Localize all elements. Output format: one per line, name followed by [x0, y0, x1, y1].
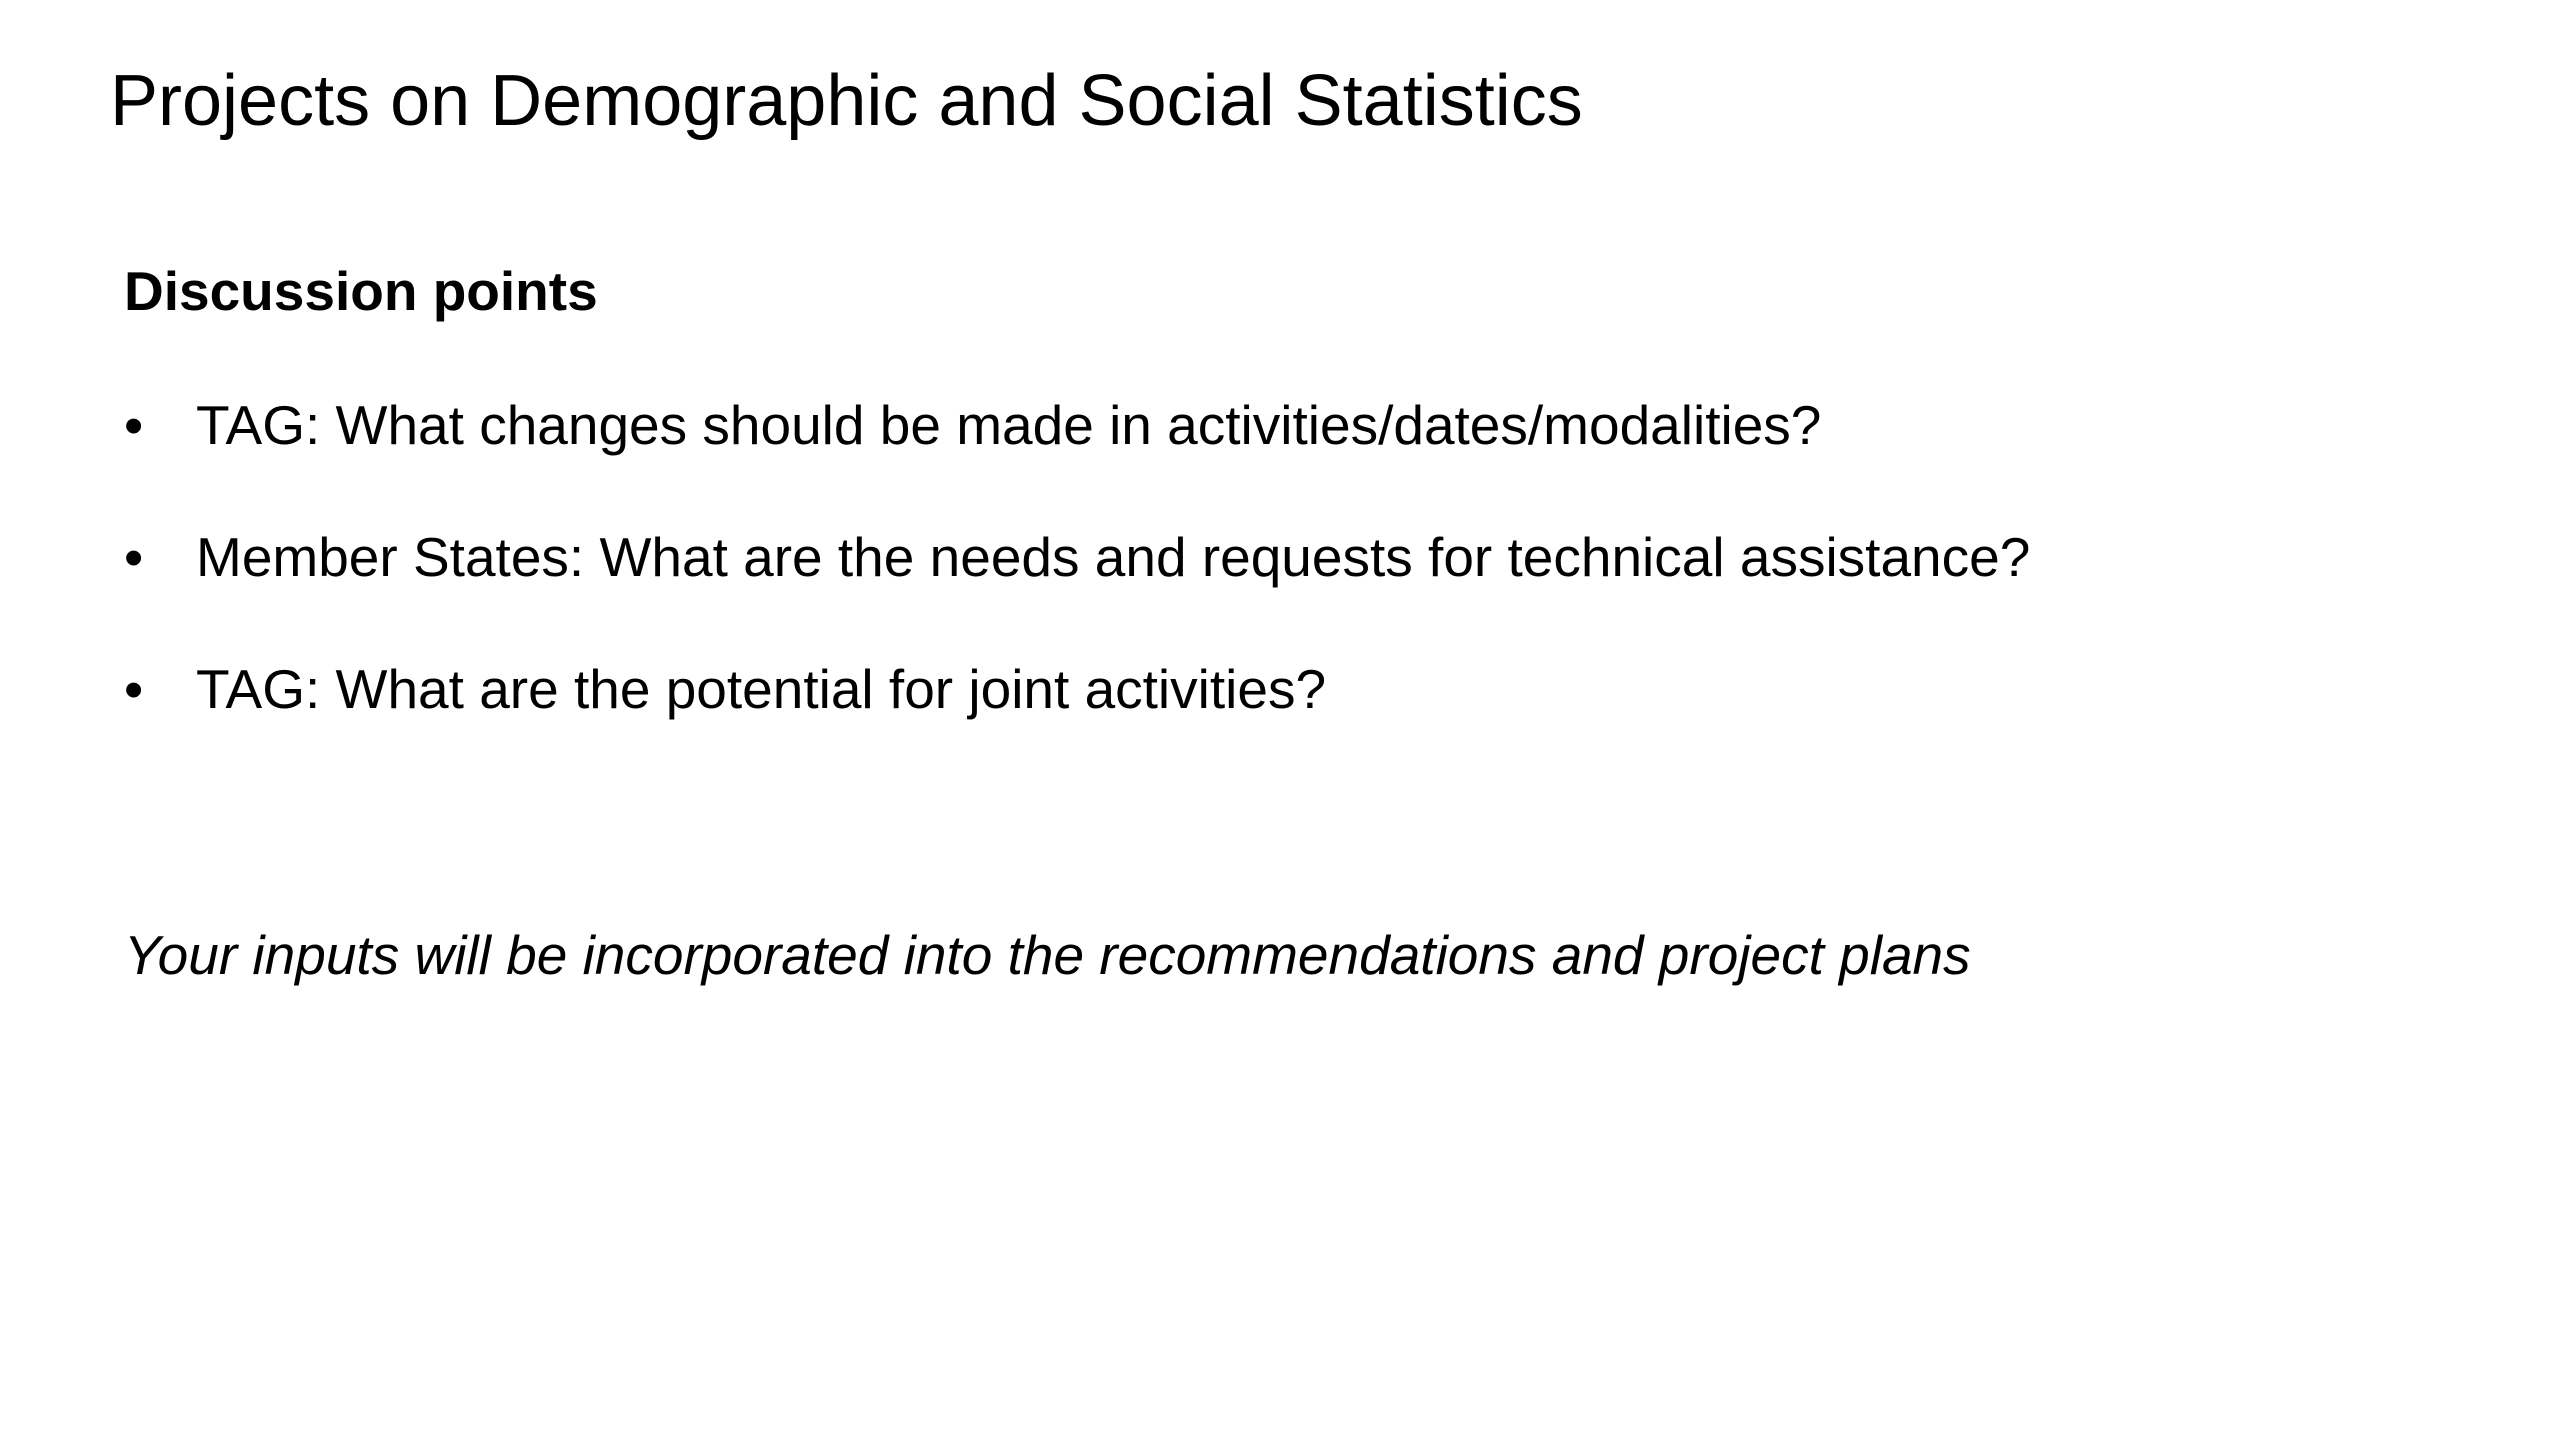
list-item-text: TAG: What are the potential for joint activities? [196, 658, 1327, 720]
section-heading: Discussion points [124, 260, 598, 322]
closing-note: Your inputs will be incorporated into the recommendations and project plans [124, 924, 1971, 986]
bullet-icon: • [124, 526, 144, 588]
list-item-text: TAG: What changes should be made in activities/dates/modalities? [196, 394, 1822, 456]
list-item-text: Member States: What are the needs and requests for technical assistance? [196, 526, 2031, 588]
bullet-icon: • [124, 394, 144, 456]
slide-title: Projects on Demographic and Social Statistics [110, 61, 1583, 141]
bullet-icon: • [124, 658, 144, 720]
